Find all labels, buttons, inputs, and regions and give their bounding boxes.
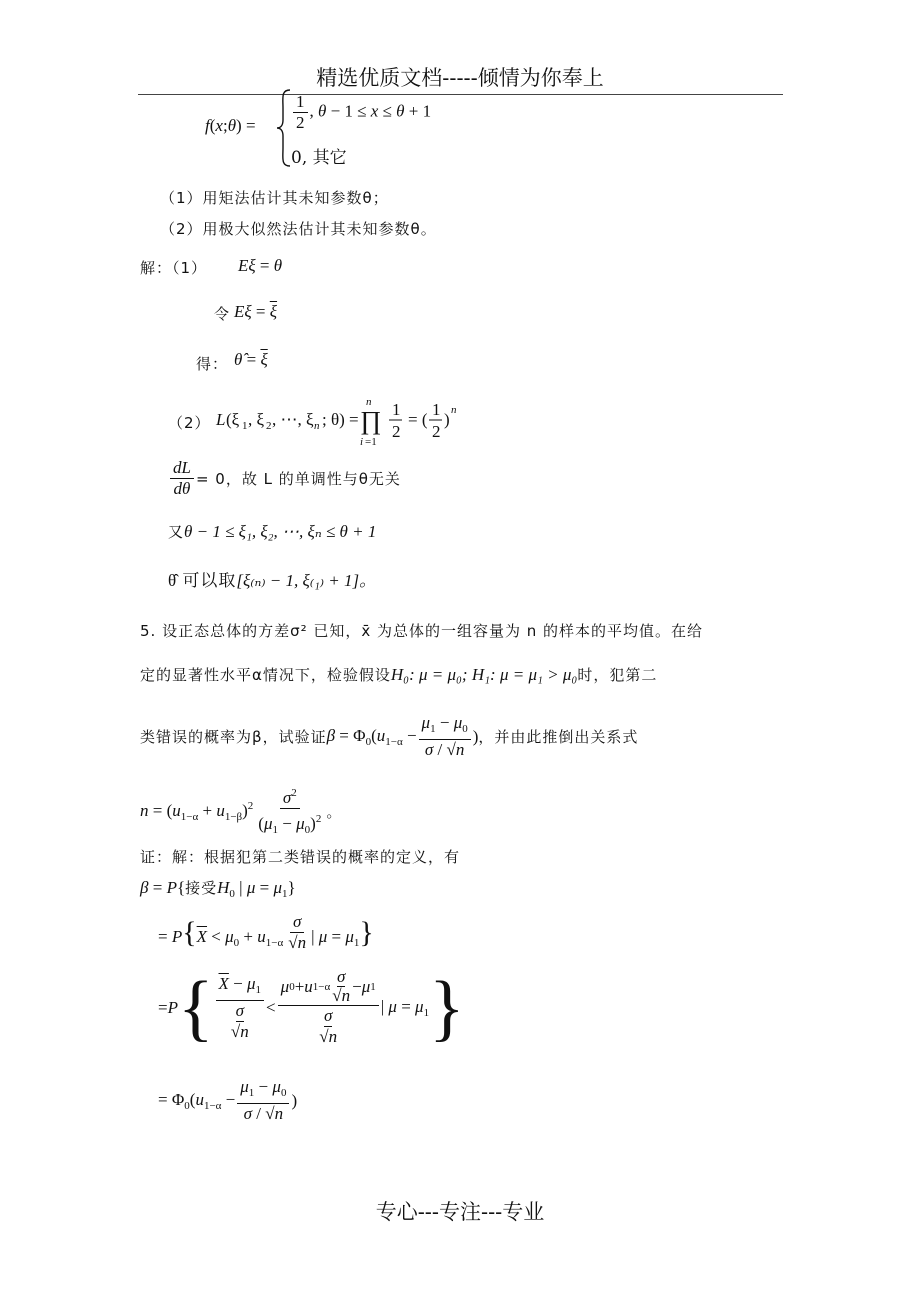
- svg-text:1: 1: [392, 400, 401, 419]
- svg-text:, ξ: , ξ: [248, 410, 265, 429]
- svg-text:i: i: [360, 436, 364, 448]
- svg-text:n: n: [366, 396, 372, 408]
- proof-step2: = $P\{\overline{X} < \mu_0 + u_{1-\alpha}$ $\frac{\sigma}{√n}$ | $\mu = \mu_1$}: [158, 912, 374, 952]
- set-eq: $E\xi = \overline{\xi}$: [234, 302, 278, 321]
- svg-text:2: 2: [432, 422, 441, 441]
- solution-label: 解：（1）: [140, 259, 208, 277]
- svg-text:=1: =1: [365, 436, 377, 448]
- q5-line1: 5. 设正态总体的方差σ² 已知，x̄ 为总体的一组容量为 n 的样本的平均值。在给: [140, 622, 704, 640]
- svg-text:2: 2: [392, 422, 401, 441]
- q5-line3: 类错误的概率为β，试验证 $\beta = \Phi_0(u_{1-\alpha}$ − $\frac{\mu_1 - \mu_0}{\sigma / √n}$ ) ，并由此推倒出关系式: [140, 713, 639, 759]
- page-footer: 专心---专注---专业: [375, 1200, 545, 1224]
- svg-text:): ): [444, 410, 450, 429]
- proof-label: 证：解：根据犯第二类错误的概率的定义，有: [140, 848, 461, 866]
- svg-text:L: L: [216, 410, 226, 429]
- proof-step3: = P { $\overline{X} - \mu_1$ σ √n < μ 0 + u 1−α σ √n − μ 1 σ √n | $\mu = \mu_1$ }: [158, 966, 465, 1049]
- moment-eq: Eξ = θ: [238, 256, 283, 275]
- pdf-case1: $\frac{1}{2}$ , θ − 1 ≤ x ≤ θ + 1: [291, 92, 431, 133]
- range-eq: 又θ − 1 ≤ ξ₁, ξ₂, ⋯, ξₙ ≤ θ + 1: [168, 522, 377, 541]
- task-2: （2）用极大似然法估计其未知参数θ。: [160, 220, 437, 238]
- q5-line2: 定的显著性水平α情况下，检验假设H₀: μ = μ₀; H₁: μ = μ₁ > μ₀时，犯第二: [140, 665, 658, 684]
- part2-label: （2）: [168, 414, 211, 432]
- de-label: 得：: [196, 355, 229, 373]
- pdf-case2: 0, 其它: [291, 148, 347, 168]
- hat-range: θ̂ 可以取[ξ₍ₙ₎ − 1, ξ₍₁₎ + 1]。: [168, 571, 377, 590]
- svg-text:(ξ: (ξ: [226, 410, 240, 429]
- svg-text:n: n: [451, 404, 457, 416]
- page-header: 精选优质文档-----倾情为你奉上: [316, 66, 604, 90]
- likelihood-eq: [214, 395, 494, 465]
- svg-text:1: 1: [242, 420, 248, 432]
- estimator-eq: θ̂ = $\overline{\xi}$: [234, 350, 268, 369]
- svg-text:n: n: [314, 420, 320, 432]
- svg-text:2: 2: [266, 420, 272, 432]
- svg-text:= (: = (: [408, 410, 428, 429]
- svg-text:1: 1: [432, 400, 441, 419]
- proof-step1: β = P{接受$H_0$ | $\mu = \mu_1$}: [140, 878, 296, 900]
- task-1: （1）用矩法估计其未知参数θ；: [160, 189, 389, 207]
- proof-step4: = $\Phi_0(u_{1-\alpha}$ − $\frac{\mu_1 - \mu_0}{\sigma / √n}$ ): [158, 1077, 298, 1123]
- svg-text:∏: ∏: [360, 406, 382, 435]
- sample-size-eq: $n = (u_{1-\alpha} + u_{1-\beta})^2$ $\frac{\sigma^2}{(\mu_1 - \mu_0)^2}$ 。: [140, 783, 342, 840]
- svg-text:; θ) =: ; θ) =: [322, 410, 359, 429]
- pdf-lhs: f(x;θ) =: [205, 116, 256, 135]
- derivative-eq: $\frac{dL}{d\theta}$ = 0，故 L 的单调性与θ无关: [168, 458, 401, 499]
- svg-text:, ⋯, ξ: , ⋯, ξ: [272, 410, 314, 429]
- ling-label: 令: [214, 305, 231, 323]
- header-divider: [138, 94, 783, 95]
